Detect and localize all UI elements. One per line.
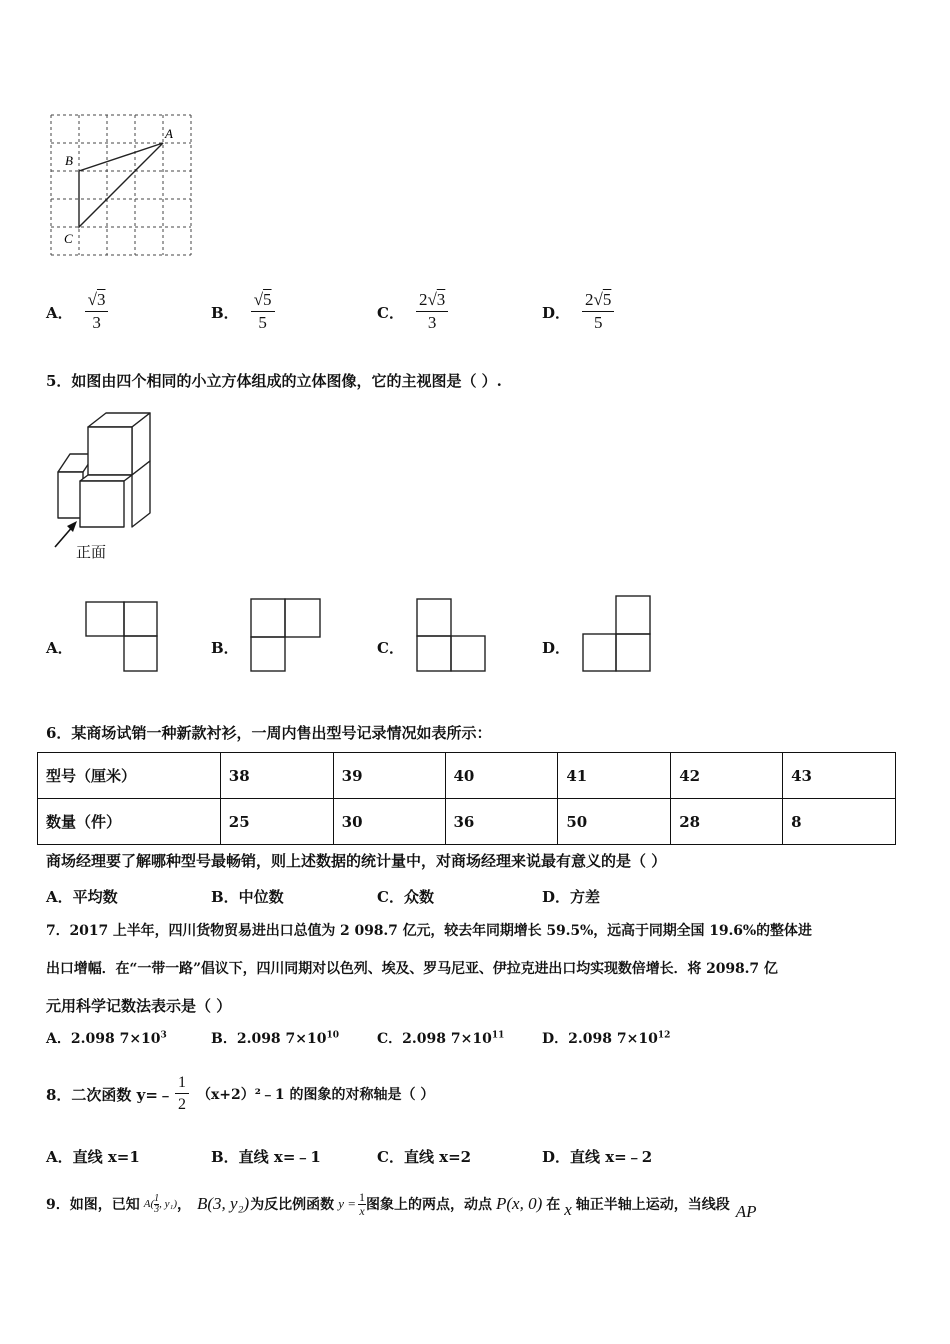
point-label-a: A [165, 126, 173, 141]
table-cell: 36 [445, 799, 558, 845]
table-cell: 50 [558, 799, 671, 845]
table-cell: 28 [671, 799, 783, 845]
q8-option-a[interactable]: A．直线 x=1 [46, 1148, 140, 1166]
table-cell: 41 [558, 753, 671, 799]
q4-option-c-fraction: $\frac{2√3}{3}$ [416, 291, 448, 332]
q8-fraction: $\frac{1}{2}$ [175, 1074, 189, 1113]
shirt-size-table [37, 752, 896, 845]
q6-followup: 商场经理要了解哪种型号最畅销，则上述数据的统计量中，对商场经理来说最有意义的是（ ） [46, 852, 667, 870]
q4-option-b[interactable]: B． $\frac{√5}{5}$ [211, 290, 275, 334]
table-cell: 42 [671, 753, 783, 799]
q6-stem: 6．某商场试销一种新款衬衫，一周内售出型号记录情况如表所示： [46, 724, 492, 742]
q8-stem: 8．二次函数 y=﹣ $\frac{1}{2}$ （x+2）²﹣1 的图象的对称轴是（ ） [46, 1074, 435, 1113]
q4-option-c[interactable]: C． $\frac{2√3}{3}$ [377, 290, 448, 334]
q6-option-d[interactable]: D．方差 [542, 888, 601, 906]
q4-option-a-fraction: $\frac{√3}{3}$ [85, 291, 109, 332]
q8-option-d[interactable]: D．直线 x=﹣2 [542, 1148, 653, 1166]
triangle-abc [79, 143, 163, 227]
table-cell: 40 [445, 753, 558, 799]
q4-option-d-fraction: $\frac{2√5}{5}$ [582, 291, 614, 332]
q7-stem-line1: 7．2017 上半年，四川货物贸易进出口总值为 2 098.7 亿元，较去年同期增长 59.5%，远高于同期全国 19.6%的整体进 [46, 923, 812, 939]
q8-option-b[interactable]: B．直线 x=﹣1 [211, 1148, 321, 1166]
table-cell: 数量（件） [38, 799, 221, 845]
q7-stem-line2: 出口增幅．在“一带一路”倡议下，四川同期对以色列、埃及、罗马尼亚、伊拉克进出口均实现数倍增长．将 2098.7 亿 [46, 961, 778, 977]
q5-option-c[interactable]: C． [377, 639, 404, 657]
q9-stem: 9．如图，已知 A( 1 3 , y₁) ， B(3, y₂) 为反比例函数 y = $\frac{1}{x}$ 图象上的两点，动点 P(x, 0) 在 x 轴正半轴上运动，当线段 AP [46, 1189, 757, 1221]
table-cell: 30 [333, 799, 445, 845]
q5-option-d-view [581, 594, 653, 674]
q4-option-b-fraction: $\frac{√5}{5}$ [251, 291, 275, 332]
q7-option-c[interactable]: C．2.098 $7\times 10^{11}$ [377, 1030, 505, 1047]
q5-option-a-view [84, 600, 160, 674]
table-cell: 39 [333, 753, 445, 799]
table-row [38, 799, 896, 845]
q5-option-b[interactable]: B． [211, 639, 239, 657]
q7-option-b[interactable]: B．2.098 $7\times 10^{10}$ [211, 1030, 340, 1047]
q7-option-a[interactable]: A．2.098 $7\times 10^3$ [46, 1030, 167, 1047]
q5-option-a[interactable]: A． [46, 639, 73, 657]
point-label-b: B [65, 153, 73, 168]
cube-stack-figure [50, 410, 160, 535]
q6-option-c[interactable]: C．众数 [377, 888, 434, 906]
grid-triangle-figure [40, 108, 200, 263]
q5-option-c-view [415, 597, 488, 674]
table-row [38, 753, 896, 799]
q4-option-d[interactable]: D． $\frac{2√5}{5}$ [542, 290, 614, 334]
q4-option-a[interactable]: A． $\frac{√3}{3}$ [46, 290, 108, 334]
q7-option-d[interactable]: D．2.098 $7\times 10^{12}$ [542, 1030, 671, 1047]
front-label: 正面 [76, 543, 107, 561]
table-cell: 型号（厘米） [38, 753, 221, 799]
q8-option-c[interactable]: C．直线 x=2 [377, 1148, 472, 1166]
table-cell: 43 [783, 753, 896, 799]
point-label-c: C [64, 231, 73, 246]
table-cell: 38 [220, 753, 333, 799]
q5-option-b-view [249, 597, 323, 674]
q5-option-d[interactable]: D． [542, 639, 571, 657]
q6-option-a[interactable]: A．平均数 [46, 888, 118, 906]
table-cell: 25 [220, 799, 333, 845]
q6-option-b[interactable]: B．中位数 [211, 888, 284, 906]
q5-stem: 5．如图由四个相同的小立方体组成的立体图像，它的主视图是（ ）. [46, 372, 502, 390]
q7-stem-line3: 元用科学记数法表示是（ ） [46, 997, 232, 1015]
table-cell: 8 [783, 799, 896, 845]
